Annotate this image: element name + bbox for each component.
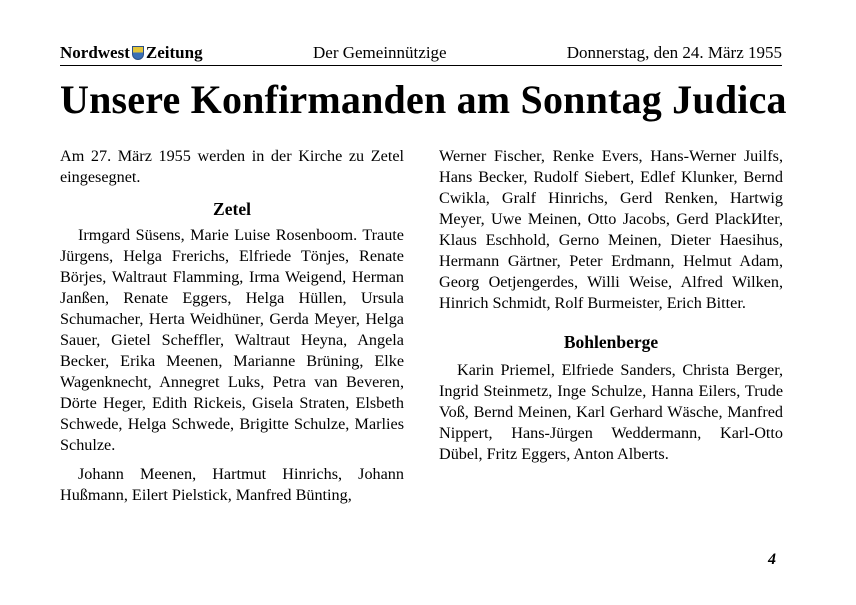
article-headline: Unsere Konfirmanden am Sonntag Judica bbox=[60, 77, 787, 122]
page-number: 4 bbox=[768, 551, 776, 568]
masthead-left: Nordwest bbox=[60, 43, 130, 62]
newspaper-masthead bbox=[60, 42, 203, 64]
masthead-right: Zeitung bbox=[145, 43, 203, 62]
zetel-boys-list-continued: Werner Fischer, Renke Evers, Hans-Werner Juilfs, Hans Becker, Rudolf Siebert, Edlef Klunker, Bernd Cwikla, Gralf Hinrichs, Gerd Renken, Hartwig Meyer, Uwe Meinen, Otto Jacobs, Gerd PlackИter, Klaus Eschhold, Gerno Meinen, Dieter Haesihus, Hermann Gärtner, Peter Erdmann, Helmut Adam, Georg Oetjengerdes, Willi Weise, Alfred Wilken, Hinrich Schmidt, Rolf Burmeister, Erich Bitter. bbox=[439, 147, 783, 312]
page-header bbox=[60, 42, 782, 66]
section-heading-bohlenberge: Bohlenberge bbox=[563, 332, 659, 352]
section-name: Der Gemeinnützige bbox=[313, 43, 447, 62]
issue-date: Donnerstag, den 24. März 1955 bbox=[566, 43, 782, 62]
article-intro: Am 27. März 1955 werden in der Kirche zu Zetel eingesegnet. bbox=[60, 147, 404, 186]
zetel-boys-list: Johann Meenen, Hartmut Hinrichs, Johann Hußmann, Eilert Pielstick, Manfred Bünting, bbox=[60, 465, 404, 504]
coat-of-arms-icon bbox=[132, 46, 144, 60]
bohlenberge-list: Karin Priemel, Elfriede Sanders, Christa Berger, Ingrid Steinmetz, Inge Schulze, Hanna Eilers, Trude Voß, Bernd Meinen, Karl Gerhard Wäsche, Manfred Nippert, Hans-Jürgen Weddermann, Karl-Otto Dübel, Fritz Eggers, Anton Alberts. bbox=[439, 361, 783, 463]
right-column bbox=[439, 146, 783, 465]
left-column bbox=[60, 146, 404, 506]
section-heading-zetel: Zetel bbox=[213, 199, 251, 219]
zetel-girls-list: Irmgard Süsens, Marie Luise Rosenboom. Traute Jürgens, Helga Frerichs, Elfriede Tönjes, Renate Börjes, Waltraut Flamming, Irma Weigend, Herman Janßen, Renate Eggers, Helga Hüllen, Ursula Schumacher, Herta Weidhüner, Gerda Meyer, Helga Sauer, Gietel Scheffler, Waltraut Heyna, Angela Becker, Erika Meenen, Marianne Brüning, Elke Wagenknecht, Annegret Luks, Petra van Beveren, Dörte Heger, Edith Rickeis, Gisela Straten, Elsbeth Schwede, Helga Schwede, Brigitte Schulze, Marlies Schulze. bbox=[60, 226, 404, 454]
